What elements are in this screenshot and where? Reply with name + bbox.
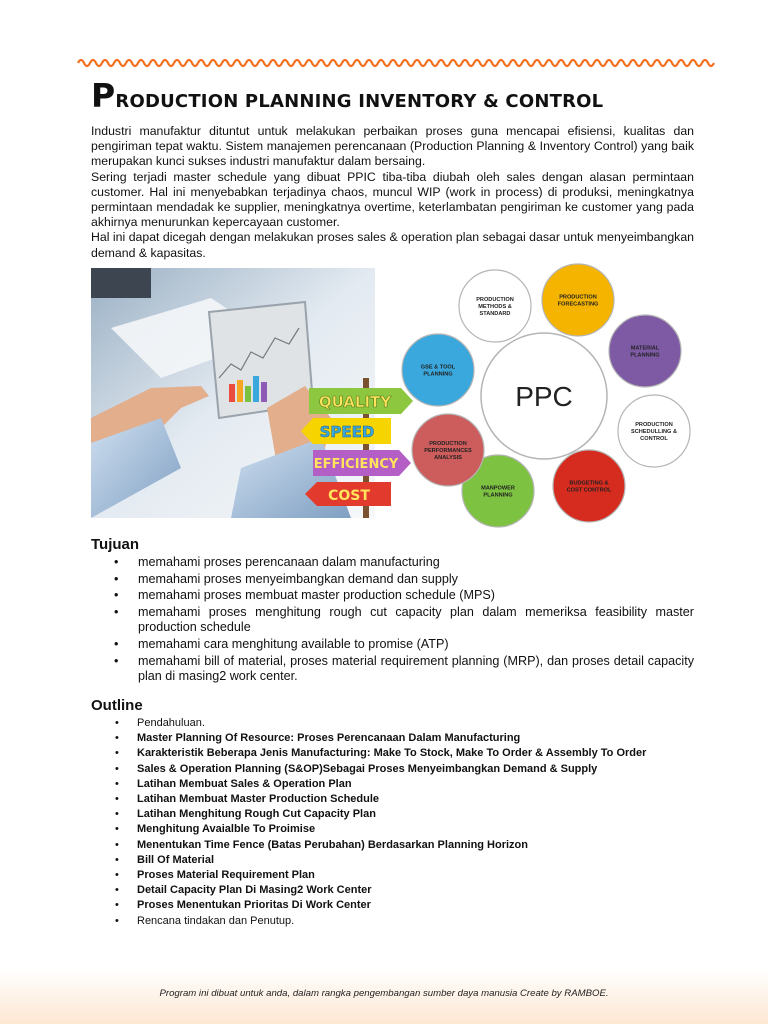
intro-text [91, 124, 694, 261]
outline-item [91, 822, 694, 837]
outline-item-text: Menghitung Avaialble To Proimise [137, 823, 316, 836]
page-title [91, 76, 603, 115]
ppc-node-label: PRODUCTION [635, 422, 673, 428]
intro-paragraph: Hal ini dapat dicegah dengan melakukan proses sales & operation plan sebagai dasar untuk menyeimbangkan demand & kapasitas. [91, 230, 694, 260]
ppc-node [542, 264, 614, 336]
ppc-node [412, 414, 484, 486]
outline-item-text: Pendahuluan. [137, 717, 205, 729]
ppc-node [618, 395, 690, 467]
tujuan-item [91, 637, 694, 653]
ppc-center-label: PPC [515, 381, 573, 412]
outline-item-text: Detail Capacity Plan Di Masing2 Work Center [137, 884, 372, 897]
tujuan-item-text: memahami proses menyeimbangkan demand dan supply [138, 571, 458, 586]
ppc-node-label: COST CONTROL [566, 487, 612, 494]
keyboard [91, 268, 151, 298]
outline-item [91, 898, 694, 913]
ppc-node-label: FORECASTING [557, 301, 599, 308]
outline-item-text: Karakteristik Beberapa Jenis Manufacturing: Make To Stock, Make To Order & Assembly To Order [137, 747, 647, 760]
page-title-initial: P [91, 76, 116, 115]
ppc-node-label: PLANNING [483, 492, 513, 499]
outline-item [91, 853, 694, 868]
ppc-node-label: PLANNING [630, 352, 660, 359]
outline-item [91, 731, 694, 746]
ppc-node-label: BUDGETING & [569, 480, 609, 487]
decorative-wave-divider [78, 56, 706, 70]
bullet: • [115, 777, 119, 790]
ppc-node [402, 334, 474, 406]
bullet: • [115, 914, 119, 927]
bullet: • [115, 853, 119, 866]
bullet: • [114, 588, 119, 603]
outline-item-text: Latihan Membuat Master Production Schedule [137, 793, 380, 806]
outline-item [91, 777, 694, 792]
ppc-node-label: METHODS & [478, 304, 512, 310]
tujuan-item-text: memahami proses membuat master production schedule (MPS) [138, 588, 495, 603]
outline-item-text: Rencana tindakan dan Penutup. [137, 914, 295, 927]
ppc-node-label: MANPOWER [481, 485, 515, 492]
ppc-node-label: PRODUCTION [429, 441, 467, 447]
tujuan-list [91, 555, 694, 686]
sign-label: QUALITY [318, 393, 392, 411]
outline-item-text: Bill Of Material [137, 853, 215, 866]
bullet: • [114, 555, 119, 569]
cost-sign [305, 482, 391, 506]
bullet: • [115, 762, 119, 775]
tujuan-item-text: memahami proses menghitung rough cut capacity plan dalam memeriksa feasibility master production schedule [138, 604, 694, 635]
outline-item [91, 792, 694, 807]
ppc-node-label: CONTROL [640, 436, 668, 442]
speed-sign [301, 418, 391, 444]
outline-item [91, 716, 694, 731]
bullet: • [115, 717, 119, 729]
bullet: • [115, 899, 119, 912]
outline-item-text: Proses Menentukan Prioritas Di Work Center [137, 899, 371, 912]
sign-label: SPEED [319, 423, 375, 441]
outline-item-text: Sales & Operation Planning (S&OP)Sebagai Proses Menyeimbangkan Demand & Supply [137, 762, 598, 775]
outline-list [91, 716, 694, 929]
bullet: • [114, 636, 119, 651]
outline-item [91, 883, 694, 898]
footer-text: Program ini dibuat untuk anda, dalam rangka pengembangan sumber daya manusia Create by RAMBOE. [159, 988, 609, 999]
ppc-node-label: PRODUCTION [476, 297, 514, 303]
ppc-node-label: MATERIAL [630, 345, 660, 352]
ppc-node-label: PRODUCTION [559, 294, 597, 301]
ppc-node [553, 450, 625, 522]
bullet: • [114, 604, 119, 619]
tujuan-item [91, 555, 694, 571]
outline-item [91, 838, 694, 853]
sign-label: COST [328, 488, 370, 504]
bullet: • [115, 747, 119, 760]
outline-item-text: Master Planning Of Resource: Proses Perencanaan Dalam Manufacturing [137, 732, 521, 745]
ppc-node-label: SCHEDULLING & [631, 429, 677, 435]
outline-item-text: Menentukan Time Fence (Batas Perubahan) Berdasarkan Planning Horizon [137, 838, 528, 851]
tujuan-item [91, 654, 694, 685]
bullet: • [114, 653, 119, 668]
quality-sign [309, 388, 413, 414]
outline-item [91, 762, 694, 777]
sign-label: EFFICIENCY [313, 457, 399, 472]
outline-item [91, 914, 694, 929]
outline-item [91, 746, 694, 761]
bullet: • [115, 838, 119, 851]
bullet: • [115, 793, 119, 806]
bullet: • [115, 884, 119, 897]
bullet: • [115, 732, 119, 745]
intro-paragraph: Sering terjadi master schedule yang dibuat PPIC tiba-tiba diubah oleh sales dengan alasan permintaan customer. Hal ini menyebabkan terjadinya chaos, muncul WIP (work in process) di produksi, meningkatnya permintaan mendadak ke supplier, meningkatnya overtime, keterlambatan pengiriman ke customer yang pada akhirnya menurunkan kepercayaan customer. [91, 169, 694, 230]
outline-item [91, 868, 694, 883]
tujuan-item-text: memahami bill of material, proses material requirement planning (MRP), dan proses detail capacity plan di masing2 work center. [138, 653, 694, 684]
outline-item-text: Latihan Membuat Sales & Operation Plan [137, 777, 352, 790]
page-title-rest: RODUCTION PLANNING INVENTORY & CONTROL [115, 91, 604, 112]
outline-heading: Outline [91, 697, 143, 714]
tablet-signs-illustration [91, 268, 399, 518]
tablet-signs-photo [91, 268, 399, 518]
outline-item-text: Proses Material Requirement Plan [137, 869, 315, 882]
ppc-node-label: PLANNING [423, 371, 453, 378]
ppc-node-label: STANDARD [479, 311, 511, 317]
bullet: • [115, 869, 119, 882]
ppc-diagram [400, 266, 696, 524]
intro-paragraph: Industri manufaktur dituntut untuk melakukan perbaikan proses guna mencapai efisiensi, kualitas dan pengiriman tepat waktu. Sistem manajemen perencanaan (Production Planning & Inventory Control) yang baik merupakan kunci sukses industri manufaktur dalam bersaing. [91, 124, 694, 169]
bullet: • [114, 571, 119, 586]
tujuan-heading: Tujuan [91, 536, 140, 553]
ppc-node [459, 270, 531, 342]
tujuan-item-text: memahami proses perencanaan dalam manufacturing [138, 555, 440, 569]
ppc-node [609, 315, 681, 387]
tujuan-item-text: memahami cara menghitung available to promise (ATP) [138, 636, 449, 651]
ppc-node-label: PERFORMANCES [424, 448, 472, 454]
tujuan-item [91, 588, 694, 604]
bullet: • [115, 823, 119, 836]
ppc-node-label: GSE & TOOL [420, 364, 456, 371]
efficiency-sign [313, 450, 411, 476]
bullet: • [115, 808, 119, 821]
tujuan-item [91, 605, 694, 636]
tujuan-item [91, 572, 694, 588]
outline-item-text: Latihan Menghitung Rough Cut Capacity Plan [137, 808, 376, 821]
ppc-node-label: ANALYSIS [434, 455, 462, 461]
outline-item [91, 807, 694, 822]
